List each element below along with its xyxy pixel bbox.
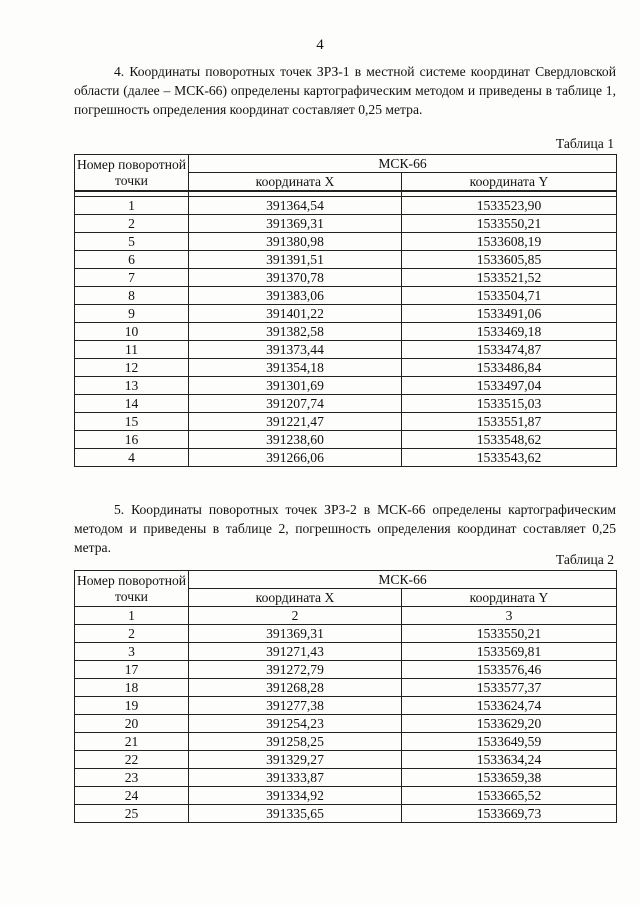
point-number-cell: 25 [75,805,189,823]
table-row [75,377,617,395]
coordinate-y-cell: 1533576,46 [402,661,617,679]
table-row [75,715,617,733]
table-row [75,733,617,751]
point-number-cell: 14 [75,395,189,413]
table-row [75,359,617,377]
point-number-cell: 2 [75,215,189,233]
header-point-number: Номер поворотной точки [75,571,189,607]
column-number: 3 [402,607,617,625]
coordinate-y-cell: 1533624,74 [402,697,617,715]
coordinate-y-cell: 1533521,52 [402,269,617,287]
table-2-body [75,625,617,823]
point-number-cell: 15 [75,413,189,431]
coordinate-x-cell: 391401,22 [189,305,402,323]
header-coordinate-x: координата X [189,173,402,192]
coordinate-y-cell: 1533577,37 [402,679,617,697]
point-number-cell: 22 [75,751,189,769]
coordinate-x-cell: 391301,69 [189,377,402,395]
coordinate-x-cell: 391272,79 [189,661,402,679]
table-row [75,787,617,805]
point-number-cell: 9 [75,305,189,323]
point-number-cell: 6 [75,251,189,269]
table-row [75,661,617,679]
coordinate-y-cell: 1533665,52 [402,787,617,805]
coordinate-y-cell: 1533486,84 [402,359,617,377]
point-number-cell: 4 [75,449,189,467]
header-coordinate-y: координата Y [402,173,617,192]
coordinate-y-cell: 1533504,71 [402,287,617,305]
table-1-caption: Таблица 1 [555,136,614,151]
coordinate-x-cell: 391373,44 [189,341,402,359]
point-number-cell: 7 [75,269,189,287]
point-number-cell: 8 [75,287,189,305]
coordinate-x-cell: 391335,65 [189,805,402,823]
coordinate-y-cell: 1533659,38 [402,769,617,787]
coordinate-x-cell: 391391,51 [189,251,402,269]
header-point-number: Номер поворотной точки [75,155,189,192]
table-row [75,751,617,769]
coordinate-y-cell: 1533608,19 [402,233,617,251]
point-number-cell: 3 [75,643,189,661]
header-coordinate-system: МСК-66 [189,155,617,173]
coordinate-x-cell: 391271,43 [189,643,402,661]
coordinate-x-cell: 391277,38 [189,697,402,715]
coordinate-y-cell: 1533543,62 [402,449,617,467]
paragraph-2-text: 5. Координаты поворотных точек ЗРЗ-2 в МСК-66 определены картографическим методом и приведены в таблице 2, погрешность определения координат составляет 0,25 метра. [74,502,616,555]
coordinate-y-cell: 1533629,20 [402,715,617,733]
coordinate-y-cell: 1533469,18 [402,323,617,341]
coordinate-x-cell: 391369,31 [189,215,402,233]
point-number-cell: 19 [75,697,189,715]
column-number-row [75,607,617,625]
coordinate-y-cell: 1533634,24 [402,751,617,769]
table-2-caption: Таблица 2 [555,552,614,567]
point-number-cell: 12 [75,359,189,377]
table-row [75,413,617,431]
point-number-cell: 5 [75,233,189,251]
coordinate-x-cell: 391334,92 [189,787,402,805]
coordinate-x-cell: 391383,06 [189,287,402,305]
coordinates-table-1 [74,154,617,467]
table-row [75,625,617,643]
coordinate-y-cell: 1533491,06 [402,305,617,323]
column-number: 2 [189,607,402,625]
coordinate-y-cell: 1533569,81 [402,643,617,661]
coordinate-y-cell: 1533550,21 [402,625,617,643]
page-number: 4 [316,37,324,53]
coordinate-x-cell: 391364,54 [189,197,402,215]
table-row [75,197,617,215]
coordinate-x-cell: 391370,78 [189,269,402,287]
coordinate-x-cell: 391382,58 [189,323,402,341]
header-coordinate-system: МСК-66 [189,571,617,589]
point-number-cell: 1 [75,197,189,215]
coordinate-y-cell: 1533649,59 [402,733,617,751]
coordinate-x-cell: 391238,60 [189,431,402,449]
coordinate-y-cell: 1533669,73 [402,805,617,823]
coordinates-table-2 [74,570,617,823]
table-row [75,769,617,787]
table-row [75,341,617,359]
table-row [75,643,617,661]
table-row [75,449,617,467]
coordinate-x-cell: 391369,31 [189,625,402,643]
coordinate-x-cell: 391380,98 [189,233,402,251]
point-number-cell: 16 [75,431,189,449]
coordinate-x-cell: 391354,18 [189,359,402,377]
point-number-cell: 24 [75,787,189,805]
coordinate-y-cell: 1533550,21 [402,215,617,233]
point-number-cell: 20 [75,715,189,733]
table-row [75,215,617,233]
point-number-cell: 21 [75,733,189,751]
header-coordinate-y: координата Y [402,589,617,607]
coordinate-y-cell: 1533551,87 [402,413,617,431]
point-number-cell: 2 [75,625,189,643]
coordinate-x-cell: 391333,87 [189,769,402,787]
coordinate-x-cell: 391254,23 [189,715,402,733]
table-1-body [75,197,617,467]
coordinate-y-cell: 1533515,03 [402,395,617,413]
point-number-cell: 11 [75,341,189,359]
table-row [75,697,617,715]
table-row [75,251,617,269]
point-number-cell: 23 [75,769,189,787]
coordinate-y-cell: 1533497,04 [402,377,617,395]
coordinate-x-cell: 391258,25 [189,733,402,751]
table-row [75,431,617,449]
coordinate-y-cell: 1533474,87 [402,341,617,359]
header-coordinate-x: координата X [189,589,402,607]
point-number-cell: 18 [75,679,189,697]
coordinate-x-cell: 391266,06 [189,449,402,467]
table-row [75,395,617,413]
coordinate-y-cell: 1533605,85 [402,251,617,269]
table-row [75,805,617,823]
coordinate-y-cell: 1533548,62 [402,431,617,449]
coordinate-x-cell: 391221,47 [189,413,402,431]
paragraph-2 [74,500,616,557]
column-number: 1 [75,607,189,625]
table-row [75,233,617,251]
table-row [75,305,617,323]
paragraph-1 [74,62,616,119]
table-row [75,287,617,305]
point-number-cell: 17 [75,661,189,679]
point-number-cell: 10 [75,323,189,341]
table-row [75,269,617,287]
coordinate-x-cell: 391207,74 [189,395,402,413]
paragraph-1-text: 4. Координаты поворотных точек ЗРЗ-1 в местной системе координат Свердловской области (далее – МСК-66) определены картографическим методом и приведены в таблице 1, погрешность определения координат составляет 0,25 метра. [74,64,616,117]
coordinate-x-cell: 391268,28 [189,679,402,697]
coordinate-y-cell: 1533523,90 [402,197,617,215]
table-row [75,323,617,341]
coordinate-x-cell: 391329,27 [189,751,402,769]
point-number-cell: 13 [75,377,189,395]
table-row [75,679,617,697]
